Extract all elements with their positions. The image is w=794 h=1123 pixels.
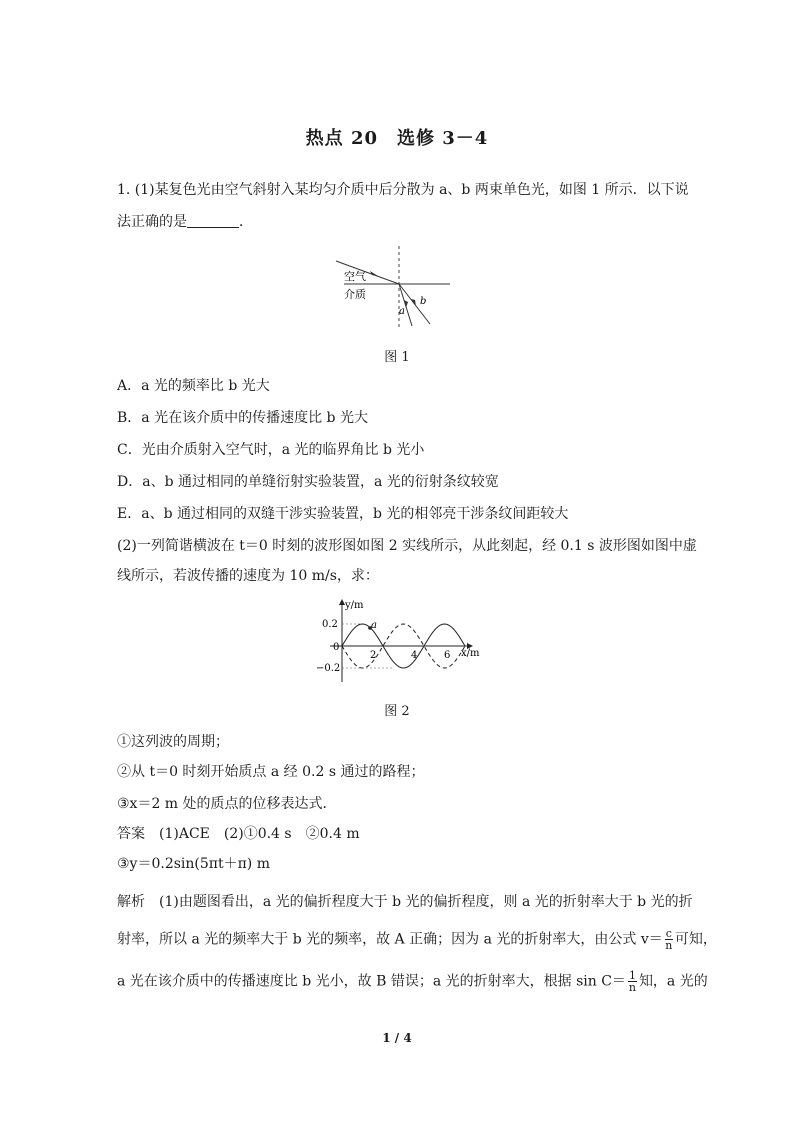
option-c: C．光由介质射入空气时，a 光的临界角比 b 光小: [117, 442, 425, 458]
figure-2-caption: 图 2: [384, 704, 410, 719]
analysis-line-2: [117, 928, 717, 951]
option-d: D．a、b 通过相同的单缝衍射实验装置，a 光的衍射条纹较宽: [117, 474, 499, 490]
analysis-line-3-end: 知，a 光的: [638, 973, 708, 990]
y-tick-0: 0: [333, 642, 340, 653]
ray-b-label: b: [420, 296, 427, 307]
figure-1-caption: 图 1: [384, 350, 410, 365]
option-b: B．a 光在该介质中的传播速度比 b 光大: [117, 410, 368, 426]
question-stem-line-2: [117, 212, 253, 232]
answer-line-1: 答案 (1)ACE (2)①0.4 s ②0.4 m: [117, 826, 360, 842]
x-tick-6: 6: [444, 650, 451, 661]
figure-1-refraction-diagram: [330, 244, 460, 332]
y-tick-neg-0.2: −0.2: [316, 663, 341, 674]
analysis-line-3: [117, 970, 708, 993]
question-stem-text: 法正确的是: [117, 214, 187, 230]
medium-label: 介质: [344, 288, 366, 301]
figure-2-wave-graph: [312, 596, 482, 686]
formula-1-over-n: [628, 970, 637, 993]
sub-question-2: ②从 t＝0 时刻开始质点 a 经 0.2 s 通过的路程；: [117, 764, 425, 780]
ray-a-label: a: [399, 306, 405, 317]
formula-denominator: n: [628, 981, 636, 994]
formula-denominator: n: [665, 939, 673, 952]
answer-blank: [187, 213, 239, 228]
part-2-line-1: (2)一列简谐横波在 t＝0 时刻的波形图如图 2 实线所示，从此刻起，经 0.1 s 波形图如图中虚: [117, 538, 697, 554]
page-title: 热点 20 选修 3－4: [305, 128, 489, 149]
formula-c-over-n: [665, 928, 673, 951]
x-axis-label: x/m: [461, 648, 480, 659]
formula-numerator: 1: [628, 969, 636, 982]
x-tick-2: 2: [370, 650, 377, 661]
analysis-line-3-start: a 光在该介质中的传播速度比 b 光小，故 B 错误；a 光的折射率大，根据 sin C＝: [117, 973, 626, 990]
question-stem-end: ．: [239, 214, 253, 230]
x-tick-4: 4: [411, 650, 418, 661]
question-stem-line-1: 1. (1)某复色光由空气斜射入某均匀介质中后分散为 a、b 两束单色光，如图 1 所示．以下说: [117, 182, 689, 198]
analysis-line-2-end: 可知，: [674, 931, 717, 948]
page-number: 1 / 4: [382, 1031, 412, 1045]
sub-question-3: ③x＝2 m 处的质点的位移表达式．: [117, 796, 337, 812]
analysis-line-1: 解析 (1)由题图看出，a 光的偏折程度大于 b 光的偏折程度，则 a 光的折射率大于 b 光的折: [117, 894, 693, 910]
point-a-label: a: [371, 620, 377, 631]
option-e: E．a、b 通过相同的双缝干涉实验装置，b 光的相邻亮干涉条纹间距较大: [117, 506, 569, 522]
option-a: A．a 光的频率比 b 光大: [117, 378, 270, 394]
part-2-line-2: 线所示，若波传播的速度为 10 m/s，求：: [117, 568, 379, 584]
y-axis-label: y/m: [345, 600, 364, 611]
answer-line-2: ③y＝0.2sin(5πt＋π) m: [117, 856, 270, 872]
analysis-line-2-start: 射率，所以 a 光的频率大于 b 光的频率，故 A 正确；因为 a 光的折射率大，由公式 v＝: [117, 931, 663, 948]
y-tick-0.2: 0.2: [322, 619, 338, 630]
sub-question-1: ①这列波的周期；: [117, 734, 229, 750]
air-label: 空气: [344, 270, 366, 283]
formula-numerator: c: [665, 927, 672, 940]
